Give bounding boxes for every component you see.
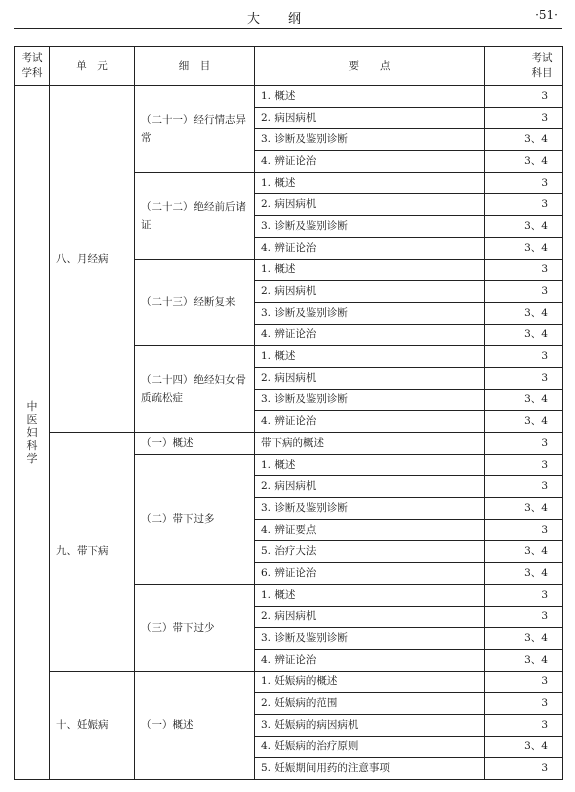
point-cell: 2. 病因病机 [255, 107, 485, 129]
point-cell: 3. 妊娠病的病因病机 [255, 714, 485, 736]
col-header-unit: 单 元 [50, 47, 135, 86]
point-cell: 1. 概述 [255, 259, 485, 281]
level-cell: 3 [485, 519, 563, 541]
level-cell: 3 [485, 194, 563, 216]
point-cell: 3. 诊断及鉴别诊断 [255, 498, 485, 520]
detail-cell: （三）带下过少 [135, 584, 255, 671]
table-row [15, 433, 563, 455]
point-cell: 4. 妊娠病的治疗原则 [255, 736, 485, 758]
point-cell: 1. 概述 [255, 86, 485, 108]
point-cell: 3. 诊断及鉴别诊断 [255, 129, 485, 151]
point-cell: 2. 病因病机 [255, 194, 485, 216]
detail-cell: （二十四）绝经妇女骨质疏松症 [135, 346, 255, 433]
point-cell: 5. 治疗大法 [255, 541, 485, 563]
detail-cell: （二十一）经行情志异常 [135, 86, 255, 173]
level-cell: 3、4 [485, 302, 563, 324]
point-cell: 4. 辨证要点 [255, 519, 485, 541]
point-cell: 2. 病因病机 [255, 606, 485, 628]
level-cell: 3、4 [485, 498, 563, 520]
point-cell: 3. 诊断及鉴别诊断 [255, 389, 485, 411]
level-cell: 3 [485, 281, 563, 303]
level-cell: 3、4 [485, 541, 563, 563]
level-cell: 3 [485, 758, 563, 780]
point-cell: 6. 辨证论治 [255, 563, 485, 585]
level-cell: 3、4 [485, 151, 563, 173]
detail-cell: （二）带下过多 [135, 454, 255, 584]
level-cell: 3 [485, 107, 563, 129]
detail-cell: （二十三）经断复来 [135, 259, 255, 346]
level-cell: 3 [485, 714, 563, 736]
level-cell: 3、4 [485, 411, 563, 433]
level-cell: 3 [485, 454, 563, 476]
point-cell: 2. 妊娠病的范围 [255, 693, 485, 715]
syllabus-table [14, 46, 563, 780]
point-cell: 5. 妊娠期间用药的注意事项 [255, 758, 485, 780]
unit-cell: 八、月经病 [50, 86, 135, 433]
level-cell: 3 [485, 584, 563, 606]
level-cell: 3 [485, 606, 563, 628]
subject-cell [15, 86, 50, 780]
level-cell: 3、4 [485, 736, 563, 758]
level-cell: 3 [485, 86, 563, 108]
level-cell: 3 [485, 671, 563, 693]
page-header [14, 0, 562, 29]
level-cell: 3 [485, 346, 563, 368]
col-header-point: 要 点 [255, 47, 485, 86]
level-cell: 3 [485, 172, 563, 194]
point-cell: 3. 诊断及鉴别诊断 [255, 216, 485, 238]
col-header-level: 考试科目 [485, 47, 563, 86]
level-cell: 3 [485, 476, 563, 498]
level-cell: 3 [485, 693, 563, 715]
table-header-row [15, 47, 563, 86]
point-cell: 4. 辨证论治 [255, 237, 485, 259]
level-cell: 3 [485, 259, 563, 281]
table-row [15, 671, 563, 693]
point-cell: 4. 辨证论治 [255, 411, 485, 433]
point-cell: 2. 病因病机 [255, 281, 485, 303]
level-cell: 3、4 [485, 324, 563, 346]
detail-cell: （一）概述 [135, 433, 255, 455]
unit-cell: 十、妊娠病 [50, 671, 135, 779]
level-cell: 3 [485, 367, 563, 389]
table-row [15, 86, 563, 108]
point-cell: 1. 概述 [255, 584, 485, 606]
col-header-detail: 细 目 [135, 47, 255, 86]
point-cell: 2. 病因病机 [255, 476, 485, 498]
level-cell: 3、4 [485, 129, 563, 151]
detail-cell: （一）概述 [135, 671, 255, 779]
point-cell: 1. 妊娠病的概述 [255, 671, 485, 693]
point-cell: 4. 辨证论治 [255, 324, 485, 346]
page-number: ·51· [535, 8, 558, 22]
point-cell: 2. 病因病机 [255, 367, 485, 389]
point-cell: 4. 辨证论治 [255, 151, 485, 173]
point-cell: 4. 辨证论治 [255, 649, 485, 671]
point-cell: 1. 概述 [255, 172, 485, 194]
point-cell: 3. 诊断及鉴别诊断 [255, 302, 485, 324]
level-cell: 3、4 [485, 628, 563, 650]
level-cell: 3、4 [485, 563, 563, 585]
detail-cell: （二十二）绝经前后诸证 [135, 172, 255, 259]
col-header-subject: 考试学科 [15, 47, 50, 86]
point-cell: 1. 概述 [255, 454, 485, 476]
header-title: 大纲 [246, 12, 329, 27]
subject-label: 中医妇科学 [26, 399, 38, 465]
unit-cell: 九、带下病 [50, 433, 135, 672]
level-cell: 3 [485, 433, 563, 455]
point-cell: 1. 概述 [255, 346, 485, 368]
level-cell: 3、4 [485, 237, 563, 259]
level-cell: 3、4 [485, 389, 563, 411]
point-cell: 3. 诊断及鉴别诊断 [255, 628, 485, 650]
level-cell: 3、4 [485, 649, 563, 671]
point-cell: 带下病的概述 [255, 433, 485, 455]
level-cell: 3、4 [485, 216, 563, 238]
